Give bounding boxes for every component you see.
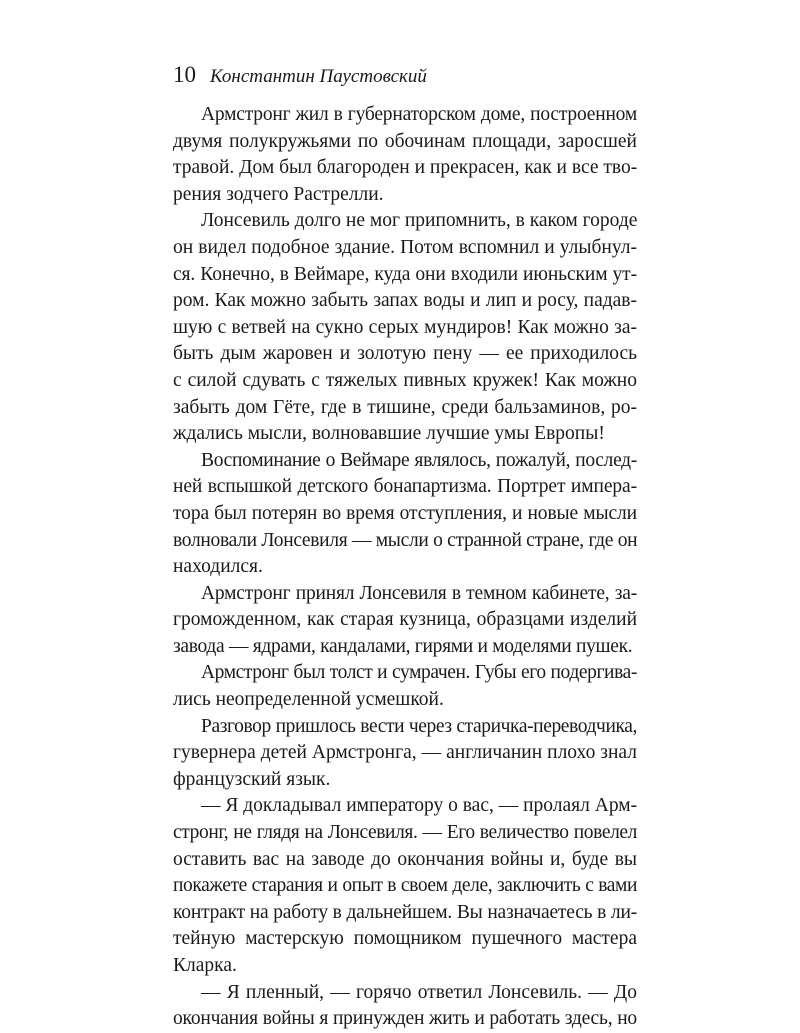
- text-line: оставить вас на заводе до окончания войны и, буде вы: [173, 848, 637, 870]
- text-line: покажете старания и опыт в своем деле, заключить с вами: [173, 875, 637, 897]
- text-line: стронг, не глядя на Лонсевиля. — Его величество повелел: [173, 822, 637, 844]
- text-line: ром. Как можно забыть запах воды и лип и росу, падав-: [173, 290, 637, 312]
- text-line: ней вспышкой детского бонапартизма. Портрет импера-: [173, 476, 637, 498]
- text-line: тейную мастерскую помощником пушечного мастера: [173, 928, 637, 950]
- text-line: Армстронг принял Лонсевиля в темном кабинете, за-: [201, 582, 637, 604]
- text-line: Армстронг жил в губернаторском доме, построенном: [201, 104, 637, 125]
- running-title: Константин Паустовский: [210, 66, 427, 87]
- running-head: [173, 62, 427, 92]
- text-line: Воспоминание о Веймаре являлось, пожалуй, послед-: [201, 449, 637, 471]
- text-line: лись неопределенной усмешкой.: [173, 689, 444, 711]
- page-number: 10: [173, 62, 196, 87]
- text-line: ся. Конечно, в Веймаре, куда они входили июньским ут-: [173, 263, 637, 285]
- text-line: — Я пленный, — горячо ответил Лонсевиль. — До: [201, 981, 637, 1003]
- text-line: двумя полукружьями по обочинам площади, заросшей: [173, 130, 637, 152]
- text-line: громожденном, как старая кузница, образцами изделий: [173, 609, 637, 631]
- text-line: шую с ветвей на сукно серых мундиров! Как можно за-: [173, 316, 637, 338]
- text-line: травой. Дом был благороден и прекрасен, как и все тво-: [173, 157, 638, 179]
- text-line: с силой сдувать с тяжелых пивных кружек! Как можно: [173, 369, 637, 391]
- text-line: он видел подобное здание. Потом вспомнил и улыбнул-: [173, 236, 637, 258]
- text-line: французский язык.: [173, 768, 331, 790]
- text-line: волновали Лонсевиля — мысли о странной стране, где он: [173, 529, 638, 551]
- text-line: тора был потерян во время отступления, и новые мысли: [173, 502, 637, 524]
- text-line: Кларка.: [173, 955, 237, 976]
- text-line: — Я докладывал императору о вас, — пролаял Арм-: [201, 795, 638, 817]
- text-line: ждались мысли, волновавшие лучшие умы Европы!: [173, 423, 605, 445]
- text-line: рения зодчего Растрелли.: [173, 183, 384, 205]
- text-line: Армстронг был толст и сумрачен. Губы его подергива-: [201, 662, 637, 684]
- text-line: забыть дом Гёте, где в тишине, среди бальзаминов, ро-: [173, 396, 637, 418]
- text-line: Лонсевиль долго не мог припомнить, в каком городе: [201, 210, 638, 232]
- body-text: [173, 102, 637, 1033]
- text-line: окончания войны я принужден жить и работать здесь, но: [173, 1008, 637, 1030]
- text-line: находился.: [173, 556, 263, 578]
- text-line: быть дым жаровен и золотую пену — ее приходилось: [173, 343, 637, 365]
- text-line: контракт на работу в дальнейшем. Вы назначаетесь в ли-: [173, 901, 637, 923]
- text-line: завода — ядрами, кандалами, гирями и моделями пушек.: [173, 635, 633, 657]
- text-line: гувернера детей Армстронга, — англичанин плохо знал: [173, 742, 637, 764]
- text-line: Разговор пришлось вести через старичка-переводчика,: [201, 715, 637, 737]
